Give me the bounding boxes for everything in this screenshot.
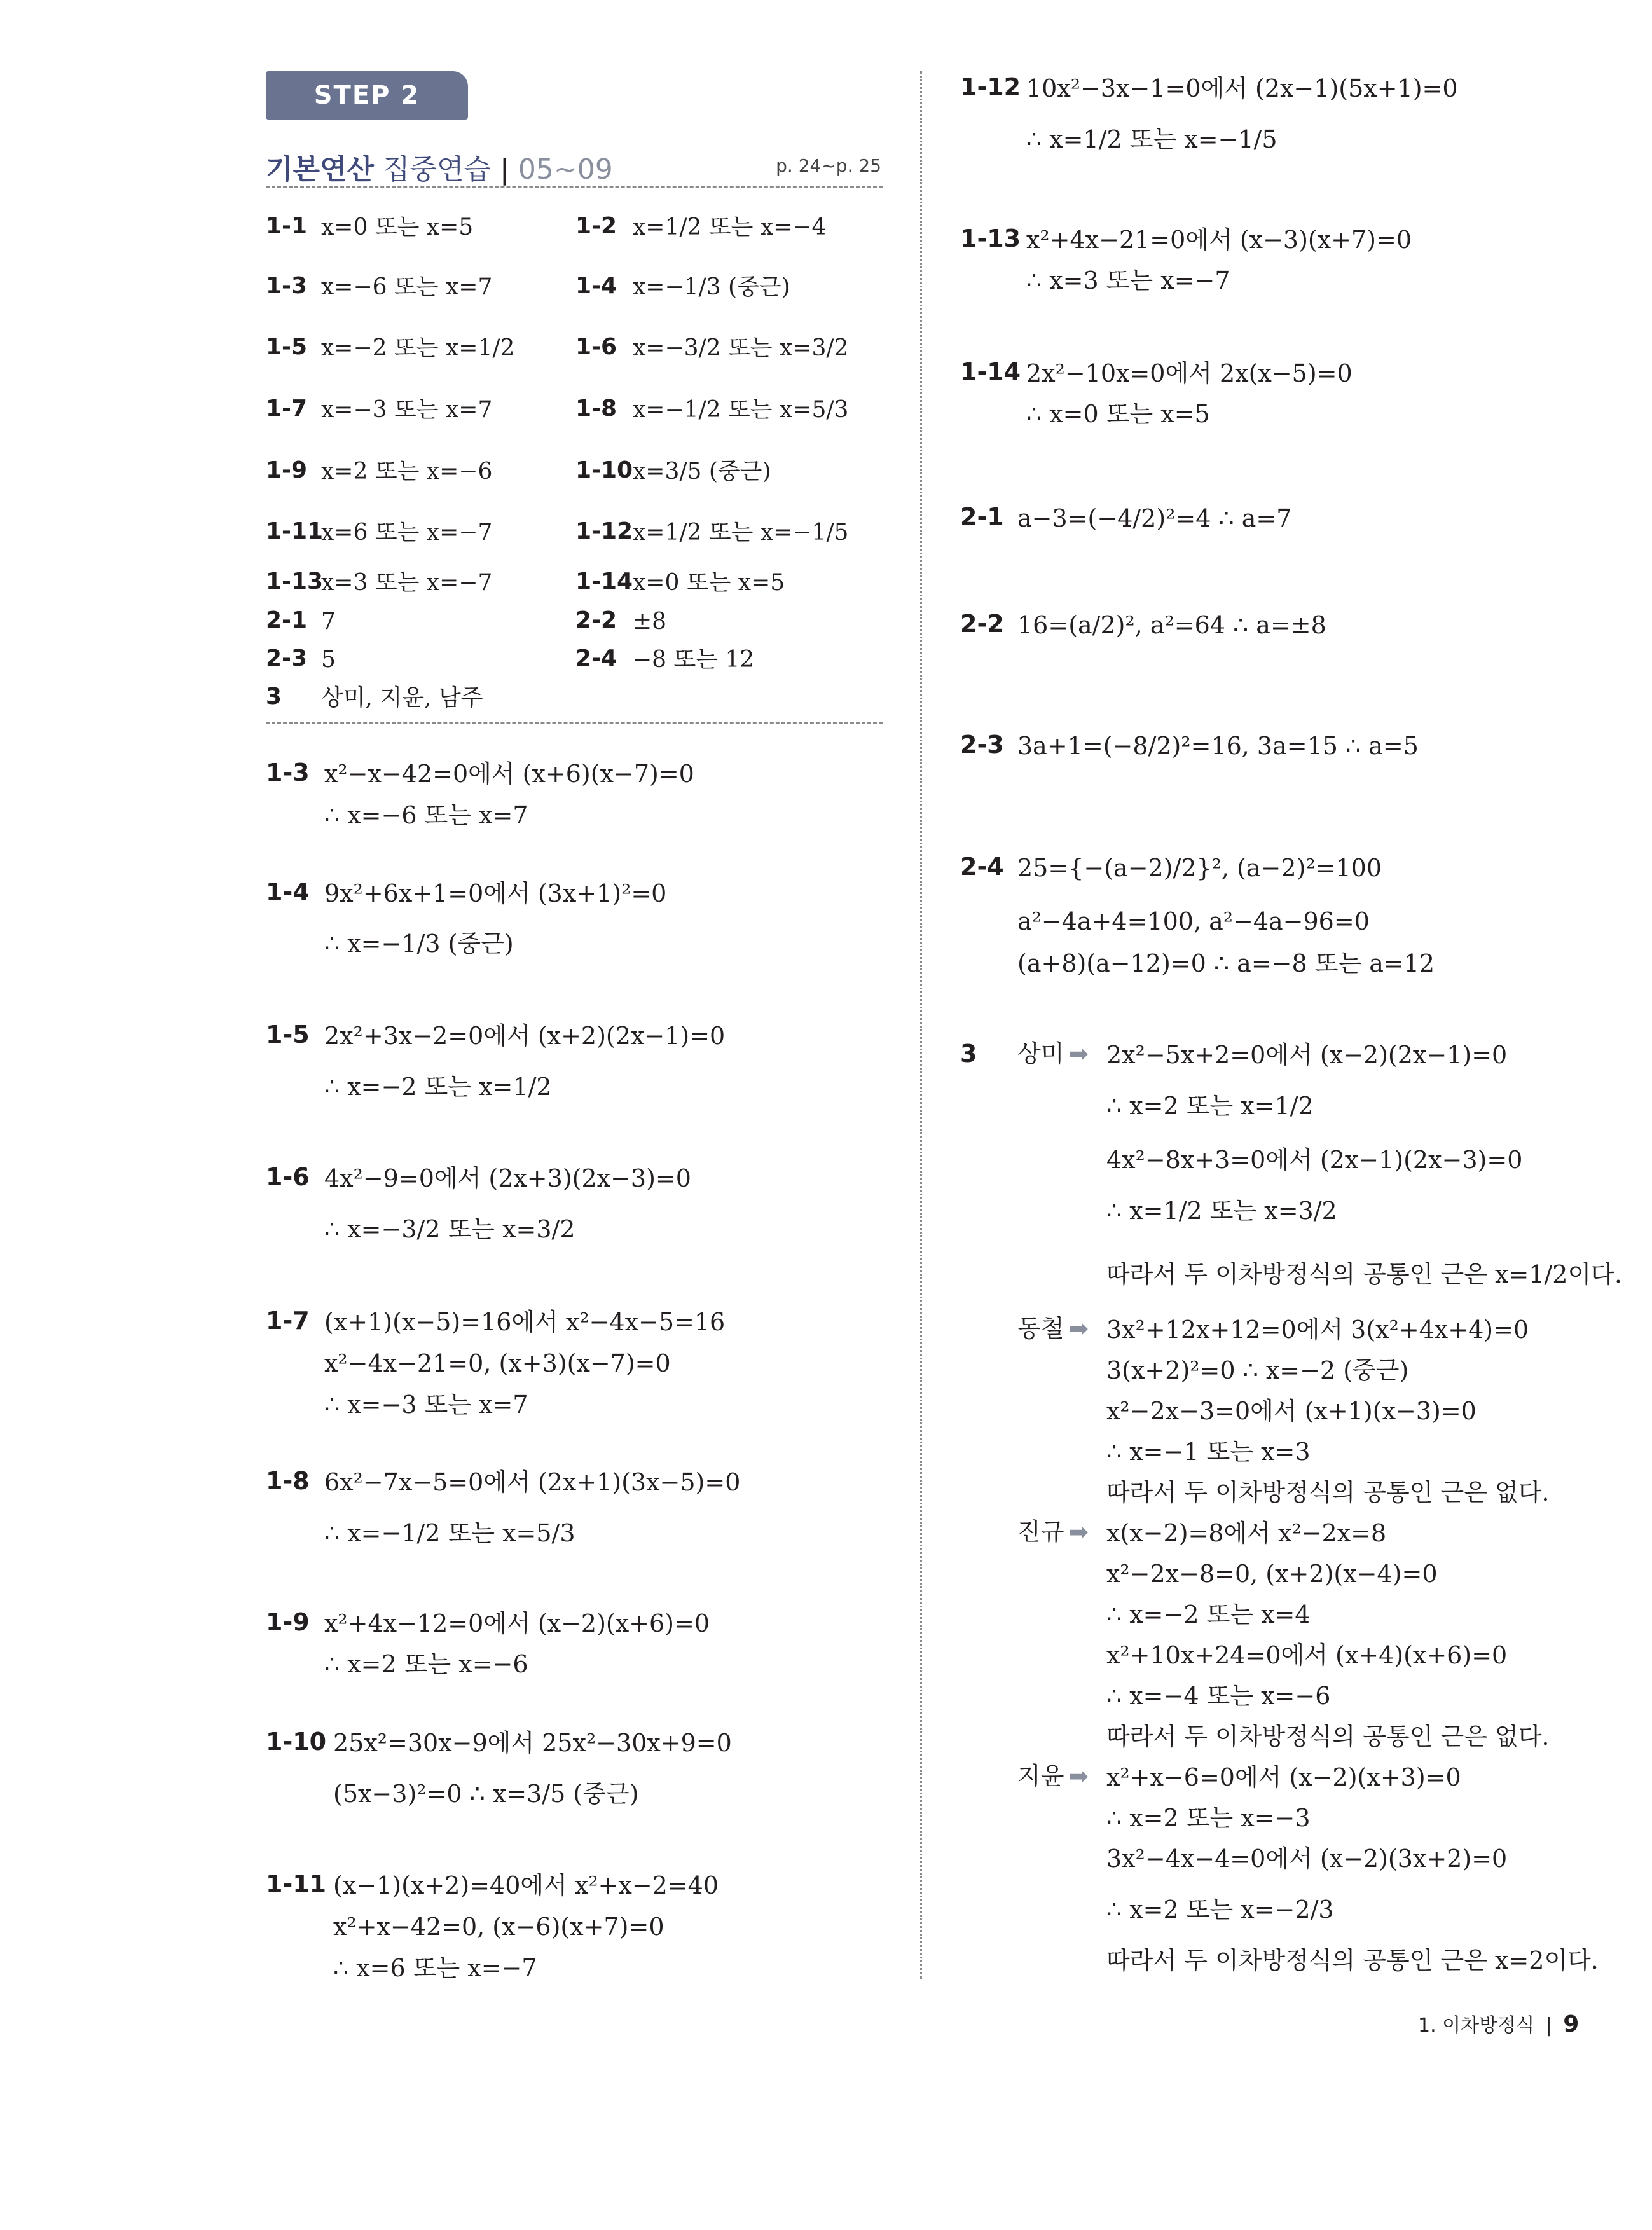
answer-number: 1-2 xyxy=(575,213,617,239)
page-range: p. 24~p. 25 xyxy=(776,155,881,176)
title-regular: 집중연습 xyxy=(383,153,492,186)
solution-number: 1-8 xyxy=(266,1467,310,1495)
solution-number: 1-9 xyxy=(266,1608,310,1636)
answer-value: x=3 또는 x=−7 xyxy=(321,570,493,596)
solution-number: 1-5 xyxy=(266,1021,310,1049)
title-separator: | xyxy=(500,153,509,186)
answer-number: 2-2 xyxy=(575,607,617,633)
solution-line: 3a+1=(−8/2)²=16, 3a=15 ∴ a=5 xyxy=(1017,732,1419,760)
arrow-right-icon: ➡ xyxy=(1068,1040,1089,1068)
answer-number: 1-11 xyxy=(266,518,324,544)
footer-separator: | xyxy=(1545,2014,1552,2037)
answer-number: 1-6 xyxy=(575,334,617,360)
arrow-right-icon: ➡ xyxy=(1068,1762,1089,1790)
answer-number: 1-7 xyxy=(266,396,308,422)
solution-line: ∴ x=−1 또는 x=3 xyxy=(1106,1438,1311,1466)
answer-value: 7 xyxy=(321,609,336,635)
student-name-jiyun: 지윤 xyxy=(1017,1762,1064,1790)
step-label: STEP 2 xyxy=(313,81,420,110)
solution-line: a²−4a+4=100, a²−4a−96=0 xyxy=(1017,907,1370,935)
answer-number: 1-1 xyxy=(266,213,308,239)
solution-number: 1-3 xyxy=(266,759,310,787)
answer-value: x=0 또는 x=5 xyxy=(321,214,474,240)
solution-line: (a+8)(a−12)=0 ∴ a=−8 또는 a=12 xyxy=(1017,949,1435,977)
solution-number: 2-3 xyxy=(960,731,1004,759)
solution-line: ∴ x=−1/2 또는 x=5/3 xyxy=(324,1519,575,1547)
solution-line: 25={−(a−2)/2}², (a−2)²=100 xyxy=(1017,854,1382,882)
solution-line: x(x−2)=8에서 x²−2x=8 xyxy=(1106,1519,1387,1547)
student-name-dongcheol: 동철 xyxy=(1017,1314,1064,1342)
solution-line: 3(x+2)²=0 ∴ x=−2 (중근) xyxy=(1106,1356,1409,1384)
solution-number: 1-10 xyxy=(266,1728,327,1756)
answer-number: 2-4 xyxy=(575,645,617,671)
solution-line: ∴ x=−1/3 (중근) xyxy=(324,930,514,958)
answer-value: x=−2 또는 x=1/2 xyxy=(321,335,515,361)
answer-value: x=3/5 (중근) xyxy=(633,458,771,485)
answer-value: x=1/2 또는 x=−1/5 xyxy=(633,520,849,546)
solution-line: 16=(a/2)², a²=64 ∴ a=±8 xyxy=(1017,611,1326,639)
solution-line: 따라서 두 이차방정식의 공통인 근은 없다. xyxy=(1106,1723,1550,1751)
solution-line: ∴ x=2 또는 x=−3 xyxy=(1106,1804,1311,1832)
answer-number: 1-4 xyxy=(575,273,617,299)
answer-value: −8 또는 12 xyxy=(633,647,755,673)
answer-value: x=−1/3 (중근) xyxy=(633,274,790,300)
step-badge xyxy=(266,71,468,120)
solution-number: 1-6 xyxy=(266,1163,310,1191)
solution-number: 1-7 xyxy=(266,1307,310,1335)
solution-number: 1-11 xyxy=(266,1870,327,1898)
answer-number: 1-3 xyxy=(266,273,308,299)
solution-line: 25x²=30x−9에서 25x²−30x+9=0 xyxy=(333,1729,732,1757)
solution-line: 따라서 두 이차방정식의 공통인 근은 x=1/2이다. xyxy=(1106,1260,1622,1288)
answer-value: x=2 또는 x=−6 xyxy=(321,458,493,485)
solution-number: 3 xyxy=(960,1040,977,1068)
arrow-right-icon: ➡ xyxy=(1068,1314,1089,1342)
answer-number: 1-8 xyxy=(575,396,617,422)
title-bold: 기본연산 xyxy=(266,153,375,186)
solution-line: a−3=(−4/2)²=4 ∴ a=7 xyxy=(1017,504,1292,532)
answer-value: x=1/2 또는 x=−4 xyxy=(633,214,827,240)
solution-line: ∴ x=0 또는 x=5 xyxy=(1026,400,1210,428)
arrow-right-icon: ➡ xyxy=(1068,1518,1089,1546)
title-range: 05~09 xyxy=(518,153,613,186)
solution-line: ∴ x=−2 또는 x=1/2 xyxy=(324,1073,552,1101)
solution-line: ∴ x=1/2 또는 x=3/2 xyxy=(1106,1197,1337,1225)
page-footer xyxy=(1418,2009,1579,2037)
solution-line: 2x²−10x=0에서 2x(x−5)=0 xyxy=(1026,359,1353,387)
solution-line: x²+10x+24=0에서 (x+4)(x+6)=0 xyxy=(1106,1641,1508,1669)
solution-number: 2-1 xyxy=(960,503,1004,531)
solution-line: 9x²+6x+1=0에서 (3x+1)²=0 xyxy=(324,879,667,907)
section-title xyxy=(266,146,613,187)
solution-line: ∴ x=−4 또는 x=−6 xyxy=(1106,1682,1331,1710)
answer-number: 1-5 xyxy=(266,334,308,360)
solution-line: ∴ x=2 또는 x=1/2 xyxy=(1106,1092,1314,1120)
solution-line: ∴ x=−6 또는 x=7 xyxy=(324,801,528,829)
solution-line: (x−1)(x+2)=40에서 x²+x−2=40 xyxy=(333,1871,719,1899)
solution-line: ∴ x=−2 또는 x=4 xyxy=(1106,1600,1311,1628)
student-name-sangmi: 상미 xyxy=(1017,1040,1064,1068)
column-divider xyxy=(920,71,922,1979)
answer-number: 1-12 xyxy=(575,518,633,544)
answer-value: x=−1/2 또는 x=5/3 xyxy=(633,397,849,423)
answer-value: x=0 또는 x=5 xyxy=(633,570,785,596)
divider-top xyxy=(266,186,883,188)
solution-line: ∴ x=2 또는 x=−6 xyxy=(324,1650,528,1678)
solution-line: x²−2x−3=0에서 (x+1)(x−3)=0 xyxy=(1106,1397,1476,1425)
solution-number: 2-4 xyxy=(960,853,1004,881)
solution-line: ∴ x=−3/2 또는 x=3/2 xyxy=(324,1215,575,1243)
answer-number: 2-1 xyxy=(266,607,308,633)
answer-number: 1-10 xyxy=(575,457,633,483)
solution-line: 2x²−5x+2=0에서 (x−2)(2x−1)=0 xyxy=(1106,1041,1508,1069)
answer-number: 2-3 xyxy=(266,645,308,671)
solution-line: 3x²−4x−4=0에서 (x−2)(3x+2)=0 xyxy=(1106,1845,1508,1873)
answer-value: x=6 또는 x=−7 xyxy=(321,520,493,546)
solution-line: 2x²+3x−2=0에서 (x+2)(2x−1)=0 xyxy=(324,1022,726,1050)
solution-line: x²+4x−12=0에서 (x−2)(x+6)=0 xyxy=(324,1609,710,1637)
solution-line: ∴ x=1/2 또는 x=−1/5 xyxy=(1026,125,1277,153)
solution-line: 10x²−3x−1=0에서 (2x−1)(5x+1)=0 xyxy=(1026,74,1458,102)
solution-line: ∴ x=−3 또는 x=7 xyxy=(324,1391,528,1419)
student-name-jingyu: 진규 xyxy=(1017,1518,1064,1546)
solution-line: ∴ x=6 또는 x=−7 xyxy=(333,1954,537,1982)
solution-number: 1-12 xyxy=(960,73,1021,101)
solution-number: 1-13 xyxy=(960,224,1021,252)
solution-line: 4x²−8x+3=0에서 (2x−1)(2x−3)=0 xyxy=(1106,1146,1523,1174)
answer-number: 3 xyxy=(266,684,282,710)
answer-number: 1-14 xyxy=(575,568,633,595)
solution-number: 2-2 xyxy=(960,610,1004,638)
solution-line: x²+x−6=0에서 (x−2)(x+3)=0 xyxy=(1106,1763,1461,1791)
solution-line: x²−x−42=0에서 (x+6)(x−7)=0 xyxy=(324,760,694,788)
divider-answers xyxy=(266,722,883,724)
solution-line: (5x−3)²=0 ∴ x=3/5 (중근) xyxy=(333,1780,639,1808)
solution-line: 따라서 두 이차방정식의 공통인 근은 없다. xyxy=(1106,1478,1550,1506)
solution-line: ∴ x=2 또는 x=−2/3 xyxy=(1106,1896,1334,1924)
solution-line: (x+1)(x−5)=16에서 x²−4x−5=16 xyxy=(324,1308,726,1336)
solution-line: 따라서 두 이차방정식의 공통인 근은 x=2이다. xyxy=(1106,1946,1599,1974)
solution-line: x²−4x−21=0, (x+3)(x−7)=0 xyxy=(324,1349,671,1377)
answer-value: ±8 xyxy=(633,609,667,635)
solution-line: 4x²−9=0에서 (2x+3)(2x−3)=0 xyxy=(324,1164,691,1192)
solution-line: x²−2x−8=0, (x+2)(x−4)=0 xyxy=(1106,1560,1438,1588)
solution-line: ∴ x=3 또는 x=−7 xyxy=(1026,266,1230,294)
solution-line: x²+4x−21=0에서 (x−3)(x+7)=0 xyxy=(1026,226,1412,254)
footer-chapter: 1. 이차방정식 xyxy=(1418,2014,1535,2037)
answer-value: x=−3 또는 x=7 xyxy=(321,397,493,423)
answer-value: 상미, 지윤, 남주 xyxy=(321,685,483,711)
page-number: 9 xyxy=(1563,2011,1580,2037)
answer-value: x=−6 또는 x=7 xyxy=(321,274,493,300)
answer-value: 5 xyxy=(321,647,336,673)
answer-number: 1-9 xyxy=(266,457,308,483)
solution-line: 6x²−7x−5=0에서 (2x+1)(3x−5)=0 xyxy=(324,1468,741,1496)
answer-value: x=−3/2 또는 x=3/2 xyxy=(633,335,849,361)
solution-line: 3x²+12x+12=0에서 3(x²+4x+4)=0 xyxy=(1106,1316,1529,1344)
solution-line: x²+x−42=0, (x−6)(x+7)=0 xyxy=(333,1913,664,1941)
solution-number: 1-14 xyxy=(960,358,1021,386)
answer-number: 1-13 xyxy=(266,568,324,595)
solution-number: 1-4 xyxy=(266,878,310,906)
